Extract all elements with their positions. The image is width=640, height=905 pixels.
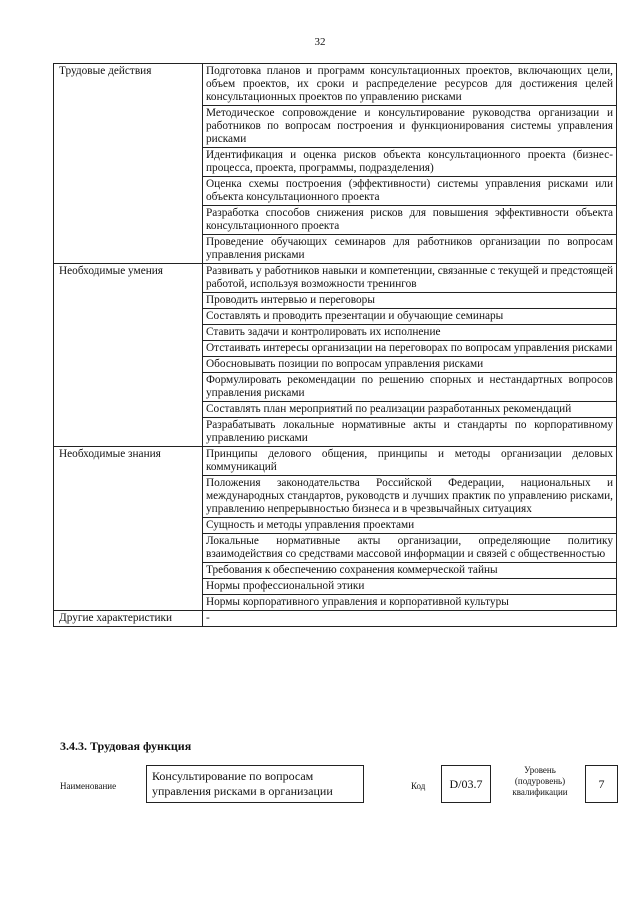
function-code-box: D/03.7 (441, 765, 491, 803)
section-item: Подготовка планов и программ консультационных проектов, включающих цели, объем проектов, их сроки и распределение ресурсов для достижения целей консультационных проектов по управлению рисками (203, 64, 617, 106)
section-item: Оценка схемы построения (эффективности) системы управления рисками или объекта консультационного проекта (203, 177, 617, 206)
section-item: Проводить интервью и переговоры (203, 293, 617, 309)
section-item: Нормы профессиональной этики (203, 579, 617, 595)
section-item: Обосновывать позиции по вопросам управления рисками (203, 357, 617, 373)
page-number: 32 (314, 36, 326, 48)
section-item: Проведение обучающих семинаров для работников организации по вопросам управления рисками (203, 235, 617, 264)
section-item: Нормы корпоративного управления и корпоративной культуры (203, 595, 617, 611)
labor-function-row (0, 760, 640, 810)
table-row (54, 447, 617, 476)
section-heading: 3.4.3. Трудовая функция (60, 739, 192, 753)
code-label: Код (411, 781, 426, 791)
function-name-box: Консультирование по вопросам управления рисками в организации (146, 765, 364, 803)
level-label: Уровень (подуровень) квалификации (512, 765, 568, 797)
section-label: Другие характеристики (54, 611, 203, 627)
section-label: Необходимые знания (54, 447, 203, 611)
section-item: Отстаивать интересы организации на переговорах по вопросам управления рисками (203, 341, 617, 357)
section-item: Принципы делового общения, принципы и методы организации деловых коммуникаций (203, 447, 617, 476)
section-label: Необходимые умения (54, 264, 203, 447)
section-item: Разрабатывать локальные нормативные акты и стандарты по корпоративному управлению рисками (203, 418, 617, 447)
section-item: Разработка способов снижения рисков для повышения эффективности объекта консультационного проекта (203, 206, 617, 235)
section-item: Локальные нормативные акты организации, определяющие политику взаимодействия со средствами массовой информации и связей с общественностью (203, 534, 617, 563)
section-item: Ставить задачи и контролировать их исполнение (203, 325, 617, 341)
section-item: Методическое сопровождение и консультирование руководства организации и работников по вопросам построения и функционирования системы управления рисками (203, 106, 617, 148)
section-item: Развивать у работников навыки и компетенции, связанные с текущей и предстоящей работой, используя возможности тренингов (203, 264, 617, 293)
section-item: Составлять план мероприятий по реализации разработанных рекомендаций (203, 402, 617, 418)
section-item: Сущность и методы управления проектами (203, 518, 617, 534)
table-row (54, 611, 617, 627)
requirements-table (53, 63, 617, 627)
section-item: Формулировать рекомендации по решению спорных и нестандартных вопросов управления рисками (203, 373, 617, 402)
section-item: Составлять и проводить презентации и обучающие семинары (203, 309, 617, 325)
section-item: - (203, 611, 617, 627)
section-label: Трудовые действия (54, 64, 203, 264)
function-level-box: 7 (585, 765, 618, 803)
table-row (54, 64, 617, 106)
table-row (54, 264, 617, 293)
name-label: Наименование (60, 781, 117, 791)
section-item: Требования к обеспечению сохранения коммерческой тайны (203, 563, 617, 579)
section-item: Идентификация и оценка рисков объекта консультационного проекта (бизнес-процесса, проекта, программы, подразделения) (203, 148, 617, 177)
section-item: Положения законодательства Российской Федерации, национальных и международных стандартов, руководств и лучших практик по управлению рисками, управлению непрерывностью бизнеса и в чрезвычайных ситуациях (203, 476, 617, 518)
